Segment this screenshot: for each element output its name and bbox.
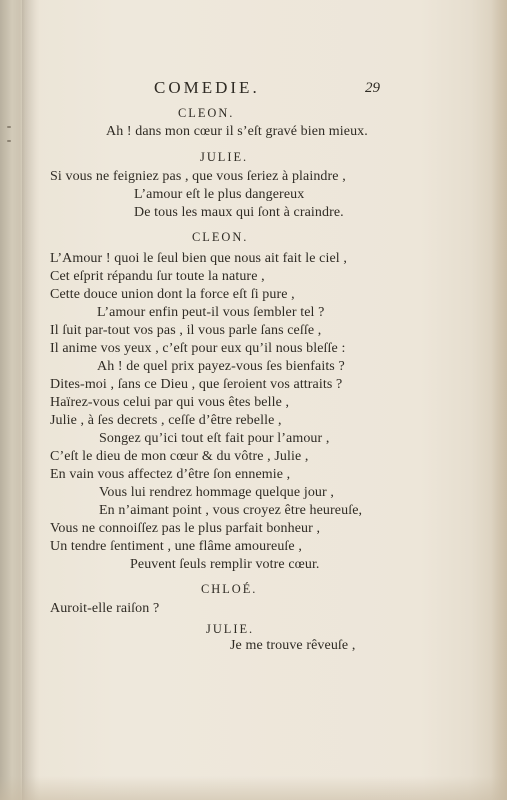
book-page-text [50, 72, 390, 653]
dialogue-line: Vous ne connoiſſez pas le plus parfait bonheur , [50, 521, 321, 536]
page-number: 29 [365, 80, 380, 96]
margin-mark [7, 126, 11, 128]
dialogue-line: L’Amour ! quoi le ſeul bien que nous ait fait le ciel , [50, 251, 347, 266]
dialogue-line: Si vous ne feigniez pas , que vous ſeriez à plaindre , [50, 169, 346, 184]
dialogue-line: Ah ! dans mon cœur il s’eſt gravé bien mieux. [106, 124, 368, 139]
dialogue-line: Il ſuit par-tout vos pas , il vous parle ſans ceſſe , [50, 323, 322, 338]
dialogue-line: En n’aimant point , vous croyez être heureuſe, [99, 503, 363, 518]
dialogue-line: Peuvent ſeuls remplir votre cœur. [130, 557, 320, 572]
speaker-name: CHLOÉ. [201, 582, 258, 596]
dialogue-line: Il anime vos yeux , c’eſt pour eux qu’il nous bleſſe : [50, 341, 346, 356]
dialogue-line: En vain vous affectez d’être ſon ennemie , [50, 467, 291, 482]
dialogue-line: Cette douce union dont la force eſt ſi pure , [50, 287, 295, 302]
dialogue-line: Un tendre ſentiment , une flâme amoureuſe , [50, 539, 302, 554]
dialogue-line: L’amour enfin peut-il vous ſembler tel ? [97, 305, 325, 320]
dialogue-line: Julie , à ſes decrets , ceſſe d’être rebelle , [50, 413, 282, 428]
page-right-edge [491, 0, 507, 800]
fold-shadow [22, 0, 40, 800]
dialogue-line: C’eſt le dieu de mon cœur & du vôtre , Julie , [50, 449, 309, 464]
dialogue-line: Auroit-elle raiſon ? [50, 601, 160, 616]
dialogue-line: L’amour eſt le plus dangereux [134, 187, 305, 202]
speaker-name: CLEON. [192, 230, 249, 244]
dialogue-line: Cet eſprit répandu ſur toute la nature , [50, 269, 265, 284]
page-bottom-edge [0, 776, 507, 800]
dialogue-line: Ah ! de quel prix payez-vous ſes bienfaits ? [97, 359, 345, 374]
dialogue-line: Dites-moi , ſans ce Dieu , que ſeroient vos attraits ? [50, 377, 343, 392]
margin-mark [7, 140, 11, 142]
running-header-title: COMEDIE. [154, 78, 260, 97]
dialogue-line: Je me trouve rêveuſe , [230, 638, 356, 653]
dialogue-line: Vous lui rendrez hommage quelque jour , [99, 485, 334, 500]
speaker-name: CLEON. [178, 106, 235, 120]
dialogue-line: De tous les maux qui ſont à craindre. [134, 205, 344, 220]
dialogue-line: Songez qu’ici tout eſt fait pour l’amour , [99, 431, 330, 446]
speaker-name: JULIE. [200, 150, 249, 164]
dialogue-line: Haïrez-vous celui par qui vous êtes belle , [50, 395, 290, 410]
speaker-name: JULIE. [206, 622, 255, 636]
